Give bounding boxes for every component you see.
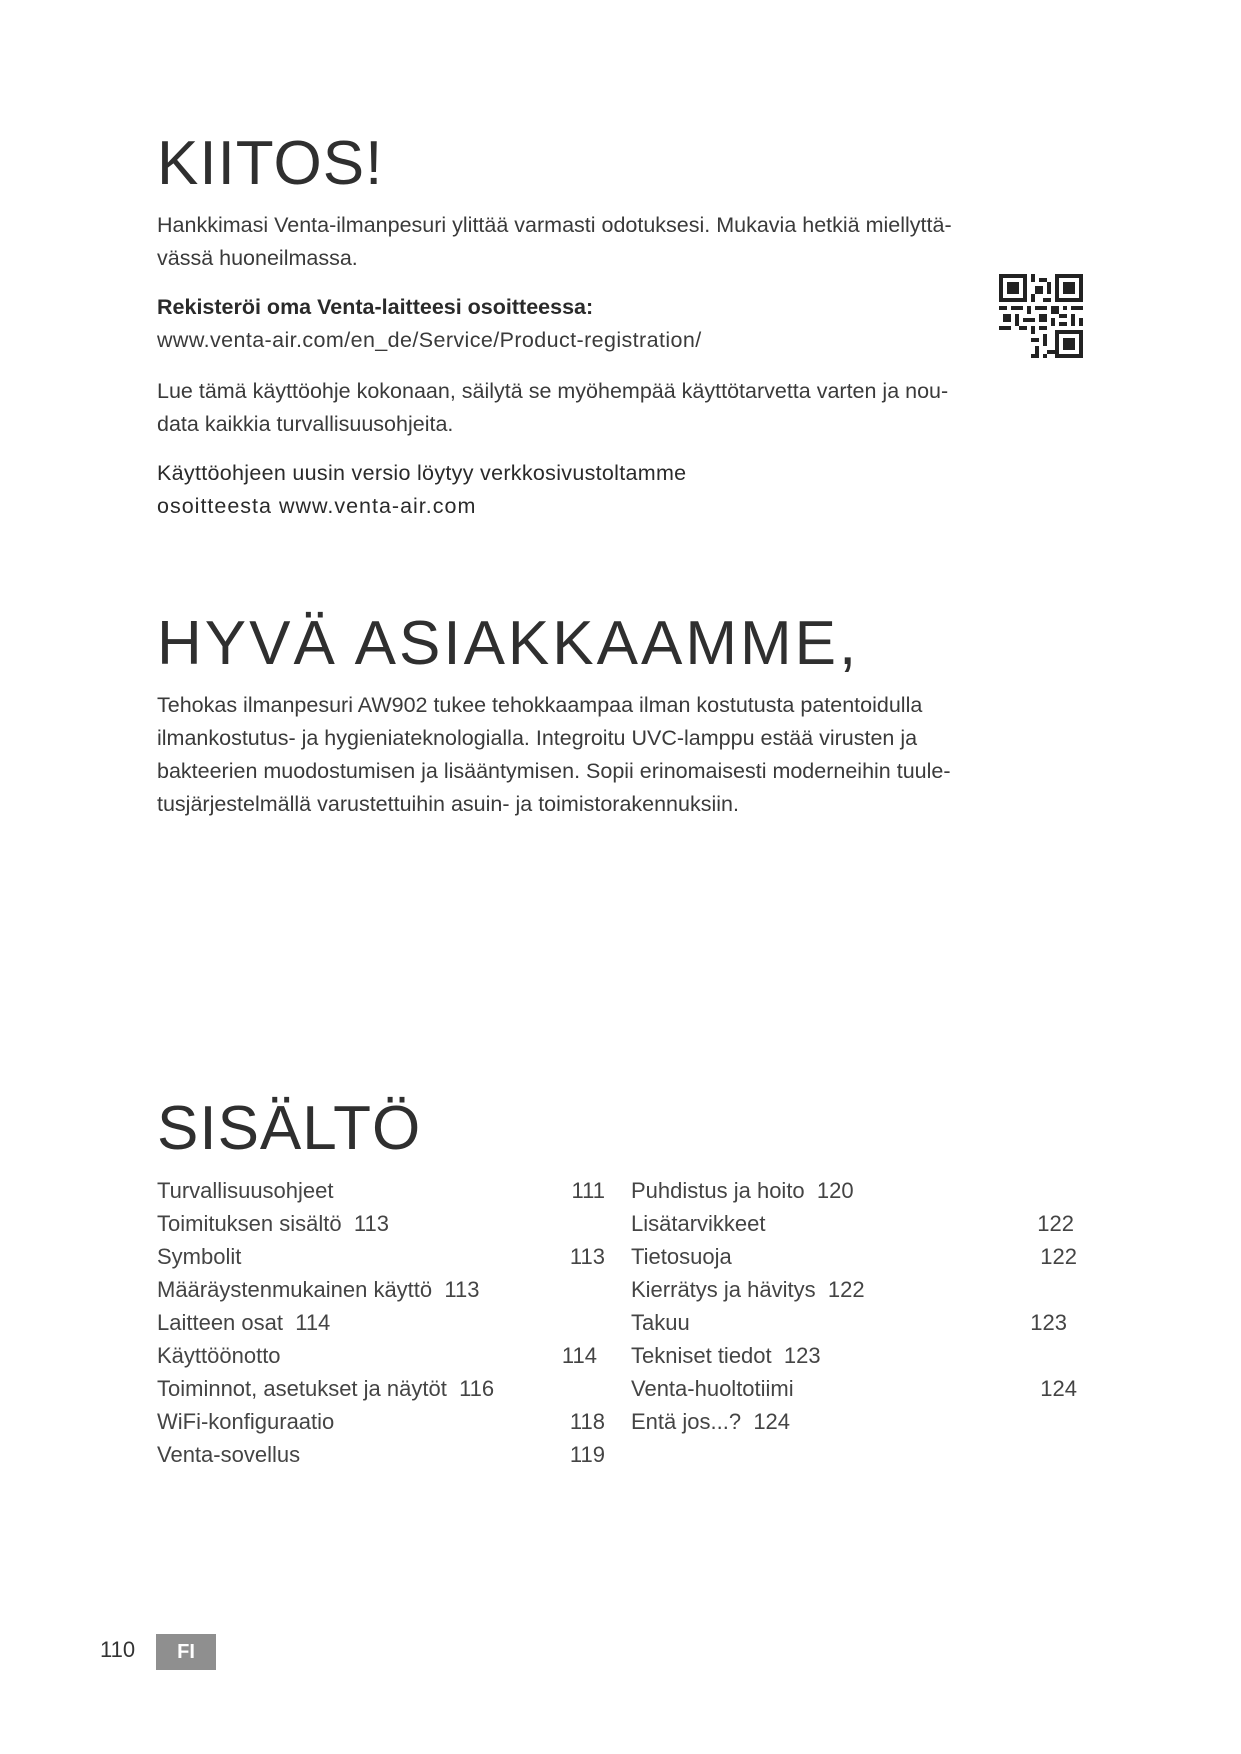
- register-url[interactable]: www.venta-air.com/en_de/Service/Product-registration/: [157, 328, 702, 352]
- toc-item[interactable]: [631, 1275, 865, 1305]
- read-line: Lue tämä käyttöohje kokonaan, säilytä se myöhempää käyttötarvetta varten ja nou-: [157, 379, 949, 403]
- thanks-title: KIITOS!: [157, 129, 384, 198]
- toc-item-page: 119: [569, 1442, 605, 1467]
- toc-item[interactable]: [631, 1374, 1077, 1404]
- toc-item-page: 114: [561, 1343, 597, 1368]
- toc-item[interactable]: [157, 1209, 389, 1239]
- customer-line: tusjärjestelmällä varustettuihin asuin- ja toimistorakennuksiin.: [157, 792, 739, 816]
- toc-item[interactable]: [631, 1308, 1067, 1338]
- toc-item-label: Venta-sovellus: [157, 1442, 301, 1467]
- toc-item-label: Entä jos...?: [631, 1409, 742, 1434]
- toc-item[interactable]: [631, 1209, 1074, 1239]
- latest-line: Käyttöohjeen uusin versio löytyy verkkosivustoltamme: [157, 461, 687, 485]
- register-block: [157, 291, 1087, 357]
- toc-item-label: Määräystenmukainen käyttö: [157, 1277, 433, 1302]
- customer-title: HYVÄ ASIAKKAAMME,: [157, 609, 860, 678]
- toc-item-label: Tekniset tiedot: [631, 1343, 772, 1368]
- toc-title: SISÄLTÖ: [157, 1094, 422, 1163]
- toc-item-page: 122: [827, 1277, 865, 1302]
- toc-item[interactable]: [157, 1440, 605, 1470]
- toc-item-page: 120: [816, 1178, 854, 1203]
- toc-item[interactable]: [157, 1242, 605, 1272]
- toc-item[interactable]: [157, 1407, 605, 1437]
- toc-item-label: Käyttöönotto: [157, 1343, 281, 1368]
- thanks-intro-line: vässä huoneilmassa.: [157, 246, 358, 270]
- toc-item-label: Lisätarvikkeet: [631, 1211, 766, 1236]
- thanks-intro: [157, 209, 1087, 275]
- toc-item-label: Takuu: [631, 1310, 690, 1335]
- toc-item-page: 124: [1040, 1376, 1077, 1401]
- customer-section: [157, 609, 1087, 678]
- toc-item-page: 123: [1030, 1310, 1067, 1335]
- toc-item[interactable]: [157, 1341, 597, 1371]
- read-instructions: [157, 375, 1087, 441]
- toc-item-label: Tietosuoja: [631, 1244, 732, 1269]
- toc-item-page: 113: [444, 1277, 480, 1302]
- toc-item-label: Laitteen osat: [157, 1310, 283, 1335]
- read-line: data kaikkia turvallisuusohjeita.: [157, 412, 454, 436]
- thanks-intro-line: Hankkimasi Venta-ilmanpesuri ylittää varmasti odotuksesi. Mukavia hetkiä miellyttä-: [157, 213, 952, 237]
- customer-body: [157, 689, 1087, 821]
- customer-line: ilmankostutus- ja hygieniateknologialla. Integroitu UVC-lamppu estää virusten ja: [157, 726, 918, 750]
- register-label: Rekisteröi oma Venta-laitteesi osoitteessa:: [157, 295, 594, 319]
- latest-line: osoitteesta www.venta-air.com: [157, 494, 477, 518]
- toc-item-page: 122: [1040, 1244, 1077, 1269]
- toc-item[interactable]: [631, 1176, 854, 1206]
- toc-item-label: Venta-huoltotiimi: [631, 1376, 794, 1401]
- toc-item-page: 116: [459, 1376, 495, 1401]
- toc-item-label: Symbolit: [157, 1244, 242, 1269]
- thanks-section: [157, 129, 1087, 198]
- toc-section: [157, 1094, 1087, 1163]
- toc-item-label: Toiminnot, asetukset ja näytöt: [157, 1376, 447, 1401]
- toc-item-label: Puhdistus ja hoito: [631, 1178, 805, 1203]
- customer-line: Tehokas ilmanpesuri AW902 tukee tehokkaampaa ilman kostutusta patentoidulla: [157, 693, 923, 717]
- toc-item[interactable]: [631, 1242, 1077, 1272]
- toc-item-page: 124: [753, 1409, 791, 1434]
- toc-item-page: 114: [295, 1310, 331, 1335]
- toc-item-page: 118: [569, 1409, 605, 1434]
- customer-line: bakteerien muodostumisen ja lisääntymisen. Sopii erinomaisesti moderneihin tuule-: [157, 759, 951, 783]
- qr-code-icon[interactable]: [999, 274, 1083, 358]
- latest-version: [157, 457, 1087, 523]
- toc-item[interactable]: [631, 1341, 821, 1371]
- toc-item[interactable]: [157, 1308, 330, 1338]
- toc-item-label: Toimituksen sisältö: [157, 1211, 342, 1236]
- toc-item-page: 123: [783, 1343, 821, 1368]
- toc-item-page: 113: [353, 1211, 389, 1236]
- toc-item-label: WiFi-konfiguraatio: [157, 1409, 335, 1434]
- page-number: 110: [100, 1637, 136, 1662]
- toc-item-page: 111: [571, 1178, 605, 1203]
- toc-item[interactable]: [157, 1374, 494, 1404]
- toc-item-page: 122: [1037, 1211, 1074, 1236]
- toc-item[interactable]: [157, 1176, 605, 1206]
- toc-item-label: Kierrätys ja hävitys: [631, 1277, 816, 1302]
- toc-item[interactable]: [631, 1407, 790, 1437]
- language-badge: FI: [156, 1634, 216, 1670]
- toc-item[interactable]: [157, 1275, 479, 1305]
- toc-item-label: Turvallisuusohjeet: [157, 1178, 334, 1203]
- toc-item-page: 113: [569, 1244, 605, 1269]
